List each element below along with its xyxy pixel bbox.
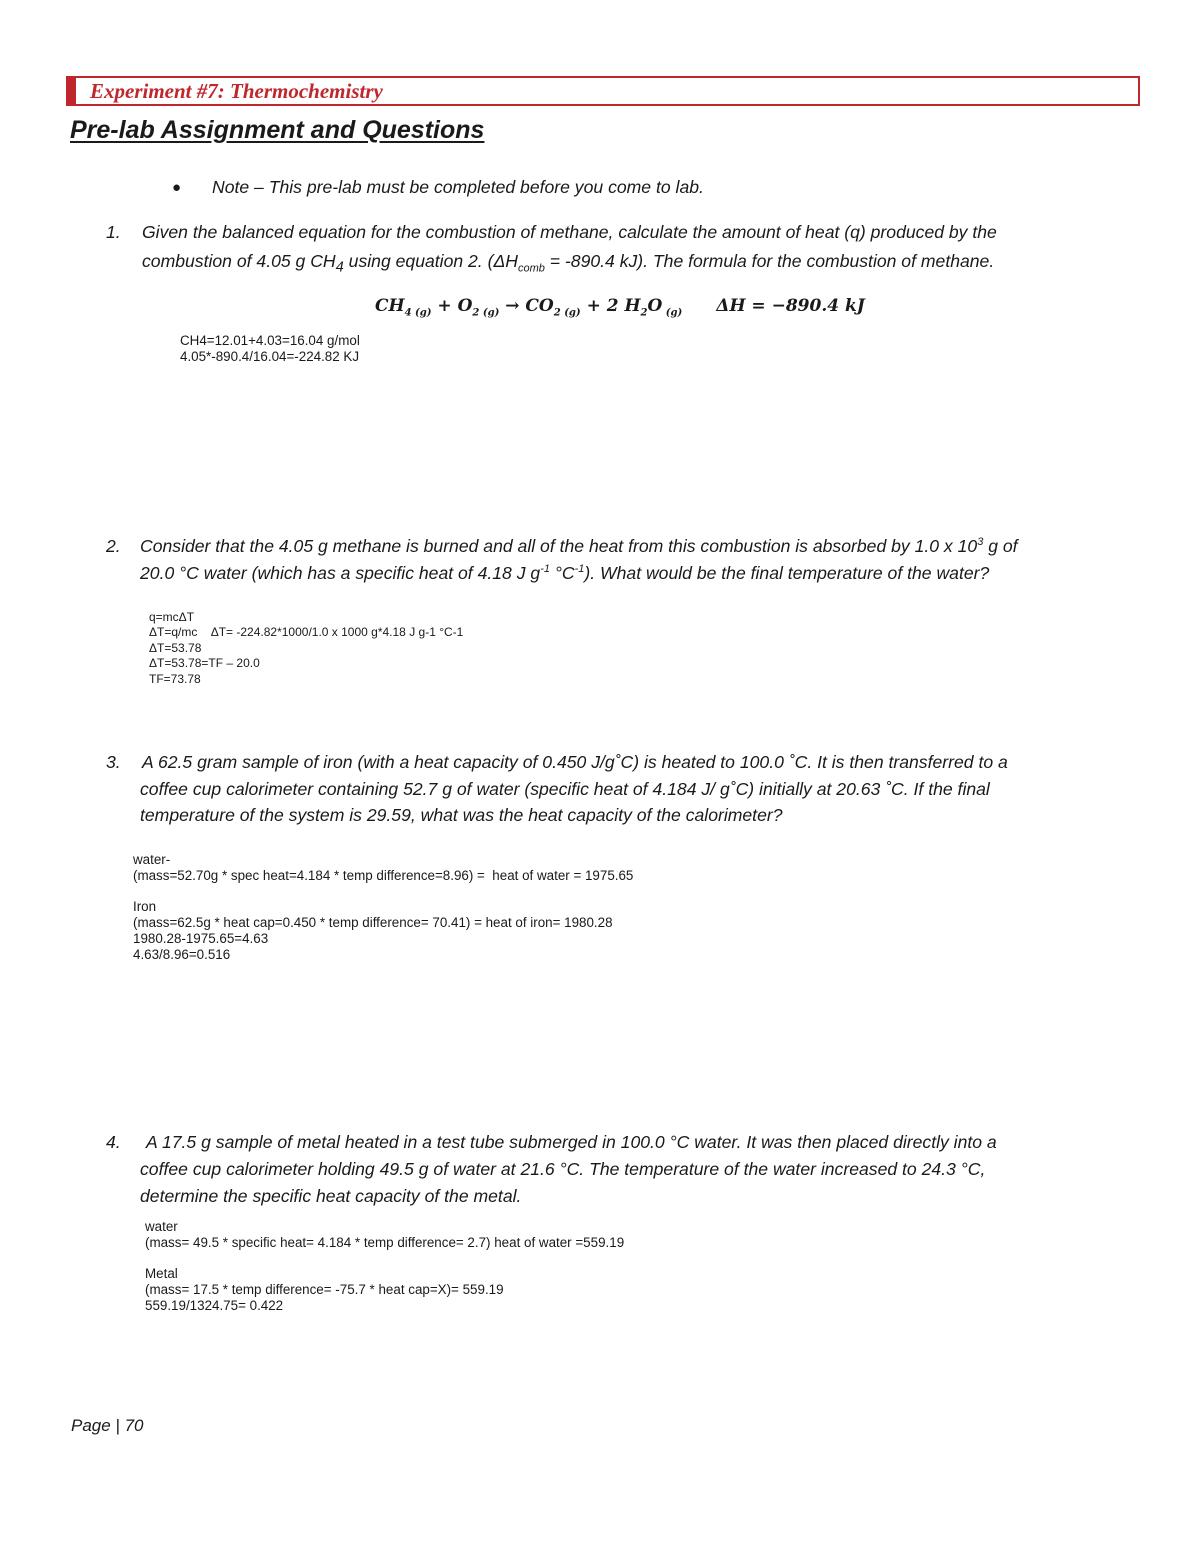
- q4-number: 4.: [106, 1132, 121, 1152]
- work-line: Iron: [133, 899, 157, 914]
- q1-line2: combustion of 4.05 g $CH_4$ using equation 2. ($\Delta H_{comb} = -890.4$ kJ). The formula for the combustion of methane.: [142, 251, 995, 276]
- q2-work: [149, 610, 463, 687]
- q2-number: 2.: [106, 536, 121, 556]
- q3-line1: A 62.5 gram sample of iron (with a heat capacity of 0.450 J/g˚C) is heated to 100.0 ˚C. It is then transferred to a: [142, 752, 1008, 772]
- q4-line1: A 17.5 g sample of metal heated in a test tube submerged in 100.0 °C water. It was then placed directly into a: [146, 1132, 997, 1152]
- work-line: ΔT=53.78: [149, 640, 202, 655]
- q4-line2: coffee cup calorimeter holding 49.5 g of water at 21.6 °C. The temperature of the water increased to 24.3 °C,: [140, 1159, 986, 1179]
- q4-work: [145, 1219, 624, 1314]
- work-line: 559.19/1324.75= 0.422: [145, 1298, 284, 1313]
- work-line: q=mcΔT: [149, 610, 195, 624]
- work-line: CH4=12.01+4.03=16.04 g/mol: [180, 333, 360, 348]
- q1-number: 1.: [106, 222, 121, 242]
- experiment-title: Experiment #7: Thermochemistry: [90, 79, 383, 103]
- page-title: Pre-lab Assignment and Questions: [70, 116, 485, 144]
- page-number: Page | 70: [71, 1416, 144, 1435]
- q3-line2: coffee cup calorimeter containing 52.7 g of water (specific heat of 4.184 J/ g˚C) initially at 20.63 ˚C. If the final: [140, 779, 990, 799]
- work-line: (mass= 17.5 * temp difference= -75.7 * heat cap=X)= 559.19: [145, 1282, 504, 1297]
- q2-line1: Consider that the 4.05 g methane is burned and all of the heat from this combustion is absorbed by 1.0 x $10^3$ g of: [140, 536, 1018, 556]
- combustion-equation: $CH_{4 (g)} + O_{2 (g)} \to CO_{2 (g)} + 2$ $H_2O$ $_{(g)}$ ΔH = −890.4 kJ: [375, 296, 865, 319]
- q4-line3: determine the specific heat capacity of the metal.: [140, 1186, 522, 1206]
- work-line: Metal: [145, 1266, 178, 1281]
- note-bullet: ●: [172, 179, 182, 196]
- note-text: Note – This pre-lab must be completed before you come to lab.: [212, 177, 704, 197]
- work-line: TF=73.78: [149, 671, 201, 686]
- work-line: water: [145, 1219, 178, 1234]
- work-line: 4.05*-890.4/16.04=-224.82 KJ: [180, 349, 360, 364]
- work-line: [133, 884, 633, 899]
- q3-number: 3.: [106, 752, 121, 772]
- q1-line1: Given the balanced equation for the combustion of methane, calculate the amount of heat (q) produced by the: [142, 222, 997, 242]
- work-line: 1980.28-1975.65=4.63: [133, 931, 269, 946]
- q3-work: [133, 852, 633, 963]
- work-line: ΔT=53.78=TF – 20.0: [149, 656, 260, 671]
- work-line: 4.63/8.96=0.516: [133, 947, 231, 962]
- q1-work: [180, 333, 360, 365]
- work-line: (mass=62.5g * heat cap=0.450 * temp difference= 70.41) = heat of iron= 1980.28: [133, 915, 613, 930]
- work-line: (mass= 49.5 * specific heat= 4.184 * temp difference= 2.7) heat of water =559.19: [145, 1235, 625, 1250]
- work-line: (mass=52.70g * spec heat=4.184 * temp difference=8.96) = heat of water = 1975.65: [133, 868, 634, 883]
- work-line: [145, 1251, 624, 1266]
- experiment-header: [66, 76, 1140, 106]
- work-line: water-: [133, 852, 171, 867]
- q3-line3: temperature of the system is 29.59, what was the heat capacity of the calorimeter?: [140, 805, 783, 825]
- work-line: ΔT=q/mc ΔT= -224.82*1000/1.0 x 1000 g*4.18 J g-1 °C-1: [149, 625, 464, 640]
- q2-line2: 20.0 °C water (which has a specific heat of 4.18 J $g^{-1}$ $^\circ C^{-1}$). What would be the final temperature of the water?: [140, 563, 990, 583]
